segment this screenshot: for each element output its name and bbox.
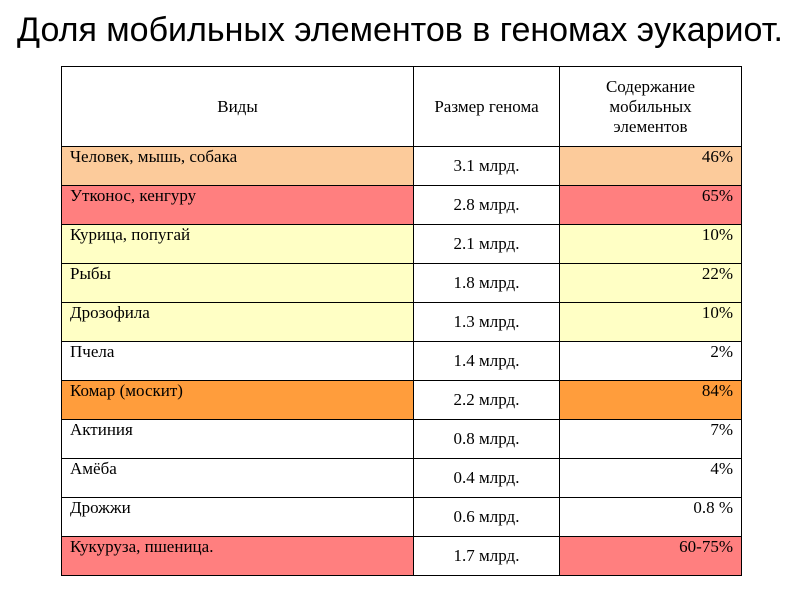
mobile-content-cell: 0.8 % [560, 498, 742, 537]
genome-size-cell: 1.4 млрд. [414, 342, 560, 381]
mobile-content-cell: 60-75% [560, 537, 742, 576]
table-row [62, 420, 742, 459]
column-header-mobile-content [560, 67, 742, 147]
genome-size-cell: 1.3 млрд. [414, 303, 560, 342]
species-cell: Человек, мышь, собака [62, 147, 414, 186]
mobile-content-cell: 7% [560, 420, 742, 459]
mobile-content-cell: 46% [560, 147, 742, 186]
genome-size-cell: 2.1 млрд. [414, 225, 560, 264]
species-cell: Пчела [62, 342, 414, 381]
genome-size-cell: 2.8 млрд. [414, 186, 560, 225]
genome-table [61, 66, 742, 576]
genome-size-cell: 0.4 млрд. [414, 459, 560, 498]
table-row [62, 381, 742, 420]
mobile-content-cell: 10% [560, 303, 742, 342]
genome-size-cell: 1.7 млрд. [414, 537, 560, 576]
mobile-content-cell: 22% [560, 264, 742, 303]
column-header-genome-size: Размер генома [414, 67, 560, 147]
genome-size-cell: 1.8 млрд. [414, 264, 560, 303]
mobile-content-cell: 10% [560, 225, 742, 264]
mobile-content-cell: 2% [560, 342, 742, 381]
mobile-content-cell: 65% [560, 186, 742, 225]
table-header-row [62, 67, 742, 147]
column-header-mobile-content-label: Содержание мобильных элементов [605, 76, 696, 136]
table-row [62, 459, 742, 498]
genome-size-cell: 2.2 млрд. [414, 381, 560, 420]
table-row [62, 498, 742, 537]
species-cell: Дрожжи [62, 498, 414, 537]
mobile-content-cell: 84% [560, 381, 742, 420]
species-cell: Рыбы [62, 264, 414, 303]
species-cell: Комар (москит) [62, 381, 414, 420]
genome-size-cell: 0.6 млрд. [414, 498, 560, 537]
table-body [62, 147, 742, 576]
table-row [62, 303, 742, 342]
species-cell: Амёба [62, 459, 414, 498]
species-cell: Курица, попугай [62, 225, 414, 264]
mobile-content-cell: 4% [560, 459, 742, 498]
genome-size-cell: 3.1 млрд. [414, 147, 560, 186]
page-title: Доля мобильных элементов в геномах эукариот. [17, 11, 783, 49]
table-row [62, 147, 742, 186]
species-cell: Утконос, кенгуру [62, 186, 414, 225]
table-row [62, 264, 742, 303]
species-cell: Дрозофила [62, 303, 414, 342]
table-row [62, 225, 742, 264]
species-cell: Актиния [62, 420, 414, 459]
column-header-species: Виды [62, 67, 414, 147]
genome-size-cell: 0.8 млрд. [414, 420, 560, 459]
table-row [62, 537, 742, 576]
table-row [62, 186, 742, 225]
species-cell: Кукуруза, пшеница. [62, 537, 414, 576]
table-row [62, 342, 742, 381]
